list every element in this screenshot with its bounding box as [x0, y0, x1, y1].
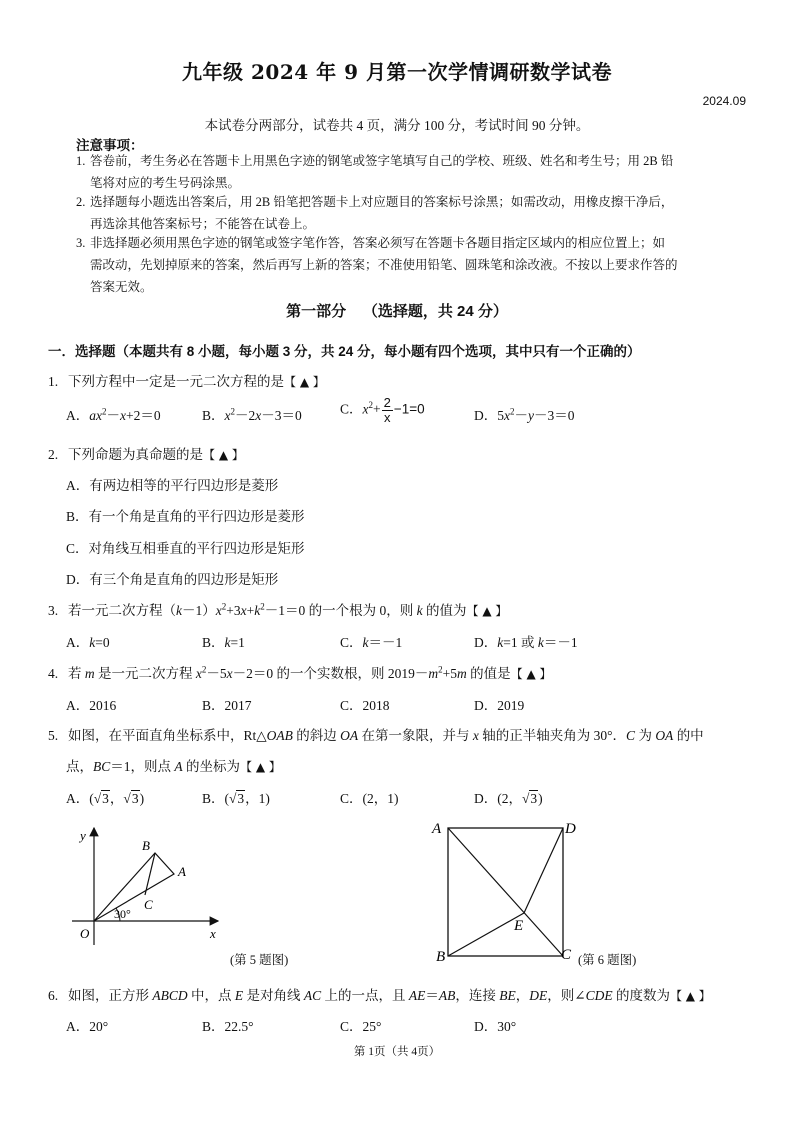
part-name: 第一部分 — [286, 303, 347, 320]
notice-item-text: 再选涂其他答案标号；不能答在试卷上。 — [90, 217, 316, 231]
segment-de — [524, 828, 563, 913]
option-c: C．2018 — [340, 698, 390, 713]
part-title — [0, 300, 794, 321]
option-a: A．有两边相等的平行四边形是菱形 — [66, 478, 279, 493]
option-label: B． — [202, 408, 225, 423]
option-a: A．2016 — [66, 698, 117, 713]
point-b-label: B — [436, 949, 446, 965]
option-a: A．$ax^2-x+2=0$ — [66, 406, 161, 423]
option-a: A．20° — [66, 1019, 109, 1034]
point-o-label: O — [80, 926, 90, 941]
figure-6-caption: (第 6 题图) — [578, 953, 637, 967]
point-d-label: D — [565, 821, 576, 837]
option-b: B．有一个角是直角的平行四边形是菱形 — [66, 509, 305, 524]
question-1-stem — [48, 370, 325, 390]
notice-item-text: 答案无效。 — [90, 280, 153, 294]
option-a: A．k=0 — [66, 635, 110, 650]
answer-mark: 【 ▲ 】 — [203, 448, 244, 462]
question-number: 6. — [48, 988, 59, 1003]
segment-be — [448, 913, 524, 956]
figure-5-diagram — [60, 820, 230, 950]
option-d: D．2019 — [474, 698, 525, 713]
page-footer: 第 1页（共 4页） — [353, 1046, 441, 1058]
option-a: A．(√3，√3) — [66, 791, 145, 806]
question-text: 下列方程中一定是一元二次方程的是 — [68, 374, 284, 389]
answer-mark: 【 ▲ 】 — [240, 760, 281, 774]
question-3-stem: 3. 若一元二次方程$(k-1)x^2+3x+k^2-1=0$ 的一个根为 0，则 k 的值为【 ▲ 】 — [48, 601, 508, 618]
option-b: B．(√3，1) — [202, 791, 270, 806]
diagonal-ac — [448, 828, 563, 956]
option-d: D．$5x^2-y-3=0$ — [474, 406, 575, 423]
question-number: 4. — [48, 666, 59, 681]
question-number: 1. — [48, 374, 59, 389]
notice-item-text: 非选择题必须用黑色字迹的钢笔或签字笔作答，答案必须写在答题卡各题目指定区域内的相应位置上；如 — [90, 236, 666, 250]
notice-item-text: 选择题每小题选出答案后，用 2B 铅笔把答题卡上对应题目的答案标号涂黑；如需改动，用橡皮擦干净后， — [90, 195, 674, 209]
question-number: 2. — [48, 447, 59, 462]
question-4-stem: 4. 若 m 是一元二次方程 $x^2-5x-2=0$ 的一个实数根，则 $2019-m^2+5m$ 的值是【 ▲ 】 — [48, 664, 552, 681]
exam-intro: 本试卷分两部分，试卷共 4 页，满分 100 分，考试时间 90 分钟。 — [204, 118, 590, 133]
exam-date: 2024.09 — [702, 94, 746, 108]
figure-6-diagram — [420, 815, 580, 970]
exam-title: 九年级 2024 年 9 月第一次学情调研数学试卷 — [182, 60, 612, 84]
option-b: B．22.5° — [202, 1019, 254, 1034]
option-d: D．30° — [474, 1019, 517, 1034]
option-label: C． — [340, 401, 363, 417]
option-label: D． — [474, 408, 498, 423]
option-c: C．对角线互相垂直的平行四边形是矩形 — [66, 541, 305, 556]
fraction: $\frac{2}{x}$ — [383, 395, 391, 425]
notice-item-text: 需改动，先划掉原来的答案，然后再写上新的答案；不准使用铅笔、圆珠笔和涂改液。不按以上要求作答的 — [90, 258, 678, 272]
question-number: 5. — [48, 728, 59, 743]
option-b: B．2017 — [202, 698, 252, 713]
option-b: B．k=1 — [202, 635, 245, 650]
question-text: 下列命题为真命题的是 — [68, 447, 203, 462]
option-c: C．25° — [340, 1019, 382, 1034]
point-c-label: C — [144, 897, 153, 912]
answer-mark: 【 ▲ 】 — [669, 989, 711, 1003]
question-5-stem: 5. 如图，在平面直角坐标系中，Rt△OAB 的斜边 OA 在第一象限，并与 x 轴的正半轴夹角为 30°．C 为 OA 的中 — [48, 728, 704, 743]
option-c: C．$x^2+$ $\frac{2}{x}$ −1=0 — [340, 395, 425, 425]
answer-mark: 【 ▲ 】 — [284, 375, 325, 389]
question-number: 3. — [48, 603, 59, 618]
notice-item — [76, 150, 748, 194]
option-d: D．(2，√3) — [474, 791, 543, 806]
option-b: B．$x^2-2x-3=0$ — [202, 406, 302, 423]
notice-item-text: 笔将对应的考生号码涂黑。 — [90, 176, 241, 190]
option-label: A． — [66, 408, 90, 423]
question-2-stem — [48, 443, 244, 463]
figure-5-caption: (第 5 题图) — [230, 953, 289, 967]
option-c: C．(2，1) — [340, 791, 399, 806]
notice-item-number: 1. — [76, 154, 86, 168]
point-e-label: E — [514, 918, 524, 934]
notice-item — [76, 191, 748, 235]
answer-mark: 【 ▲ 】 — [466, 604, 508, 618]
option-d: D．有三个角是直角的四边形是矩形 — [66, 572, 279, 587]
point-a-label: A — [178, 864, 186, 879]
question-5-stem-cont: 点，BC＝1，则点 A 的坐标为【 ▲ 】 — [66, 759, 281, 774]
triangle-oab — [94, 853, 174, 921]
answer-mark: 【 ▲ 】 — [510, 667, 552, 681]
notice-item-text: 答卷前，考生务必在答题卡上用黑色字迹的钢笔或签字笔填写自己的学校、班级、姓名和考生号；用 2B 铅 — [90, 154, 674, 168]
notice-heading: 注意事项： — [76, 138, 144, 153]
y-label: y — [80, 828, 86, 843]
angle-label: 30° — [114, 907, 131, 921]
point-b-label: B — [142, 838, 150, 853]
section-heading: 一．选择题（本题共有 8 小题，每小题 3 分，共 24 分，每小题有四个选项，其中只有一个正确的） — [48, 344, 641, 359]
option-d: D．k=1 或 k＝－1 — [474, 635, 578, 650]
question-6-stem: 6. 如图，正方形 ABCD 中，点 E 是对角线 AC 上的一点，且 AE＝AB，连接 BE，DE，则∠CDE 的度数为【 ▲ 】 — [48, 988, 711, 1003]
notice-item-number: 2. — [76, 195, 86, 209]
point-c-label: C — [561, 947, 572, 963]
option-c: C．k＝－1 — [340, 635, 403, 650]
notice-item — [76, 232, 748, 298]
notice-item-number: 3. — [76, 236, 86, 250]
part-subtitle: （选择题，共 24 分） — [362, 303, 508, 320]
or-text: 或 — [521, 635, 535, 650]
point-a-label: A — [432, 821, 442, 837]
x-label: x — [210, 926, 216, 941]
